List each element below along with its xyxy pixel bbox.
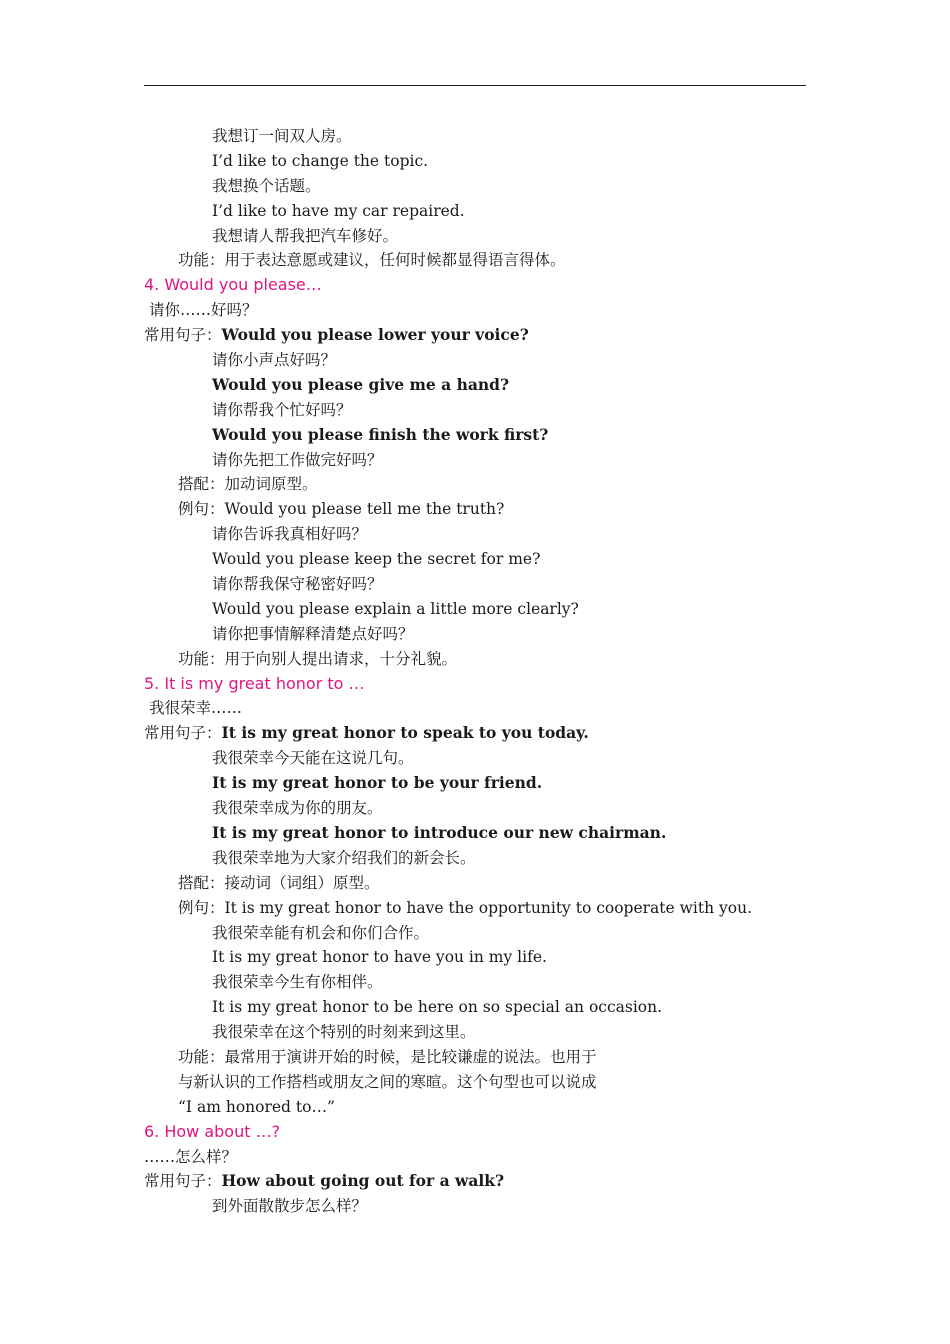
text-line <box>144 472 806 497</box>
text-line <box>144 522 806 547</box>
line-text: 例句：Would you please tell me the truth? <box>178 500 505 519</box>
text-line <box>144 323 806 348</box>
text-line <box>144 497 806 522</box>
line-text: It is my great honor to have you in my life. <box>212 948 547 967</box>
line-text: It is my great honor to speak to you today. <box>221 723 589 743</box>
text-line <box>144 1095 806 1120</box>
line-text: How about going out for a walk? <box>221 1171 505 1191</box>
text-line <box>144 945 806 970</box>
line-text: “I am honored to…” <box>178 1097 335 1116</box>
text-line <box>144 224 806 249</box>
text-line <box>144 174 806 199</box>
text-line <box>144 1145 806 1170</box>
text-line <box>144 199 806 224</box>
section-heading <box>144 273 806 298</box>
text-line <box>144 696 806 721</box>
line-text: 功能：用于向别人提出请求，十分礼貌。 <box>178 649 458 668</box>
text-line <box>144 846 806 871</box>
line-text: Would you please explain a little more clearly? <box>212 599 579 618</box>
text-line <box>144 622 806 647</box>
section-heading <box>144 1120 806 1145</box>
line-text: 我想换个话题。 <box>212 176 321 195</box>
line-text: I’d like to have my car repaired. <box>212 201 465 220</box>
text-line <box>144 796 806 821</box>
text-line <box>144 970 806 995</box>
line-text: Would you please finish the work first? <box>212 424 549 444</box>
text-line <box>144 1045 806 1070</box>
line-text: 搭配：接动词（词组）原型。 <box>178 873 380 892</box>
document-body <box>144 124 806 1219</box>
line-text: 我很荣幸…… <box>149 699 243 718</box>
line-text: 请你帮我个忙好吗？ <box>212 400 352 419</box>
text-line <box>144 124 806 149</box>
line-text: 请你小声点好吗？ <box>212 351 337 370</box>
line-text: 功能：最常用于演讲开始的时候，是比较谦虚的说法。也用于 <box>178 1047 597 1066</box>
line-text: It is my great honor to be your friend. <box>212 773 543 793</box>
line-text: 我很荣幸今生有你相伴。 <box>212 973 383 992</box>
line-text: 我想请人帮我把汽车修好。 <box>212 226 399 245</box>
text-line <box>144 572 806 597</box>
line-text: 我想订一间双人房。 <box>212 127 352 145</box>
line-label: 常用句子： <box>144 724 222 743</box>
text-line <box>144 398 806 423</box>
text-line <box>144 597 806 622</box>
text-line <box>144 348 806 373</box>
line-text: 6. How about …? <box>144 1121 281 1141</box>
line-text: 我很荣幸成为你的朋友。 <box>212 799 383 818</box>
line-text: 4. Would you please… <box>144 275 322 295</box>
section-heading <box>144 672 806 697</box>
text-line <box>144 547 806 572</box>
line-text: 我很荣幸地为大家介绍我们的新会长。 <box>212 848 476 867</box>
text-line <box>144 721 806 746</box>
text-line <box>144 248 806 273</box>
line-text: 请你告诉我真相好吗？ <box>212 525 368 544</box>
line-text: ……怎么样？ <box>144 1147 238 1166</box>
text-line <box>144 373 806 398</box>
line-text: 请你帮我保守秘密好吗？ <box>212 575 383 594</box>
text-line <box>144 1194 806 1219</box>
text-line <box>144 921 806 946</box>
text-line <box>144 896 806 921</box>
line-text: 到外面散散步怎么样？ <box>212 1197 368 1216</box>
text-line <box>144 995 806 1020</box>
text-line <box>144 448 806 473</box>
line-text: 我很荣幸今天能在这说几句。 <box>212 749 414 768</box>
text-line <box>144 771 806 796</box>
line-text: It is my great honor to be here on so special an occasion. <box>212 998 663 1017</box>
text-line <box>144 1020 806 1045</box>
text-line <box>144 298 806 323</box>
text-line <box>144 149 806 174</box>
line-label: 常用句子： <box>144 326 222 345</box>
line-text: 与新认识的工作搭档或朋友之间的寒暄。这个句型也可以说成 <box>178 1072 597 1091</box>
line-label: 常用句子： <box>144 1172 222 1191</box>
line-text: Would you please give me a hand? <box>212 374 510 394</box>
line-text: 5. It is my great honor to … <box>144 673 365 693</box>
text-line <box>144 871 806 896</box>
line-text: I’d like to change the topic. <box>212 151 429 170</box>
text-line <box>144 746 806 771</box>
line-text: 请你把事情解释清楚点好吗？ <box>212 624 414 643</box>
line-text: It is my great honor to introduce our new chairman. <box>212 822 667 842</box>
text-line <box>144 821 806 846</box>
text-line <box>144 647 806 672</box>
line-text: 我很荣幸在这个特别的时刻来到这里。 <box>212 1023 476 1042</box>
line-text: 搭配：加动词原型。 <box>178 475 318 494</box>
line-text: 例句：It is my great honor to have the opportunity to cooperate with you. <box>178 898 752 917</box>
line-text: 功能：用于表达意愿或建议，任何时候都显得语言得体。 <box>178 251 566 270</box>
line-text: 我很荣幸能有机会和你们合作。 <box>212 923 430 942</box>
header-rule <box>144 85 806 86</box>
text-line <box>144 1169 806 1194</box>
text-line <box>144 423 806 448</box>
text-line <box>144 1070 806 1095</box>
line-text: Would you please keep the secret for me? <box>212 550 541 569</box>
line-text: 请你先把工作做完好吗？ <box>212 450 383 469</box>
line-text: Would you please lower your voice? <box>221 325 529 345</box>
line-text: 请你……好吗？ <box>149 301 258 320</box>
